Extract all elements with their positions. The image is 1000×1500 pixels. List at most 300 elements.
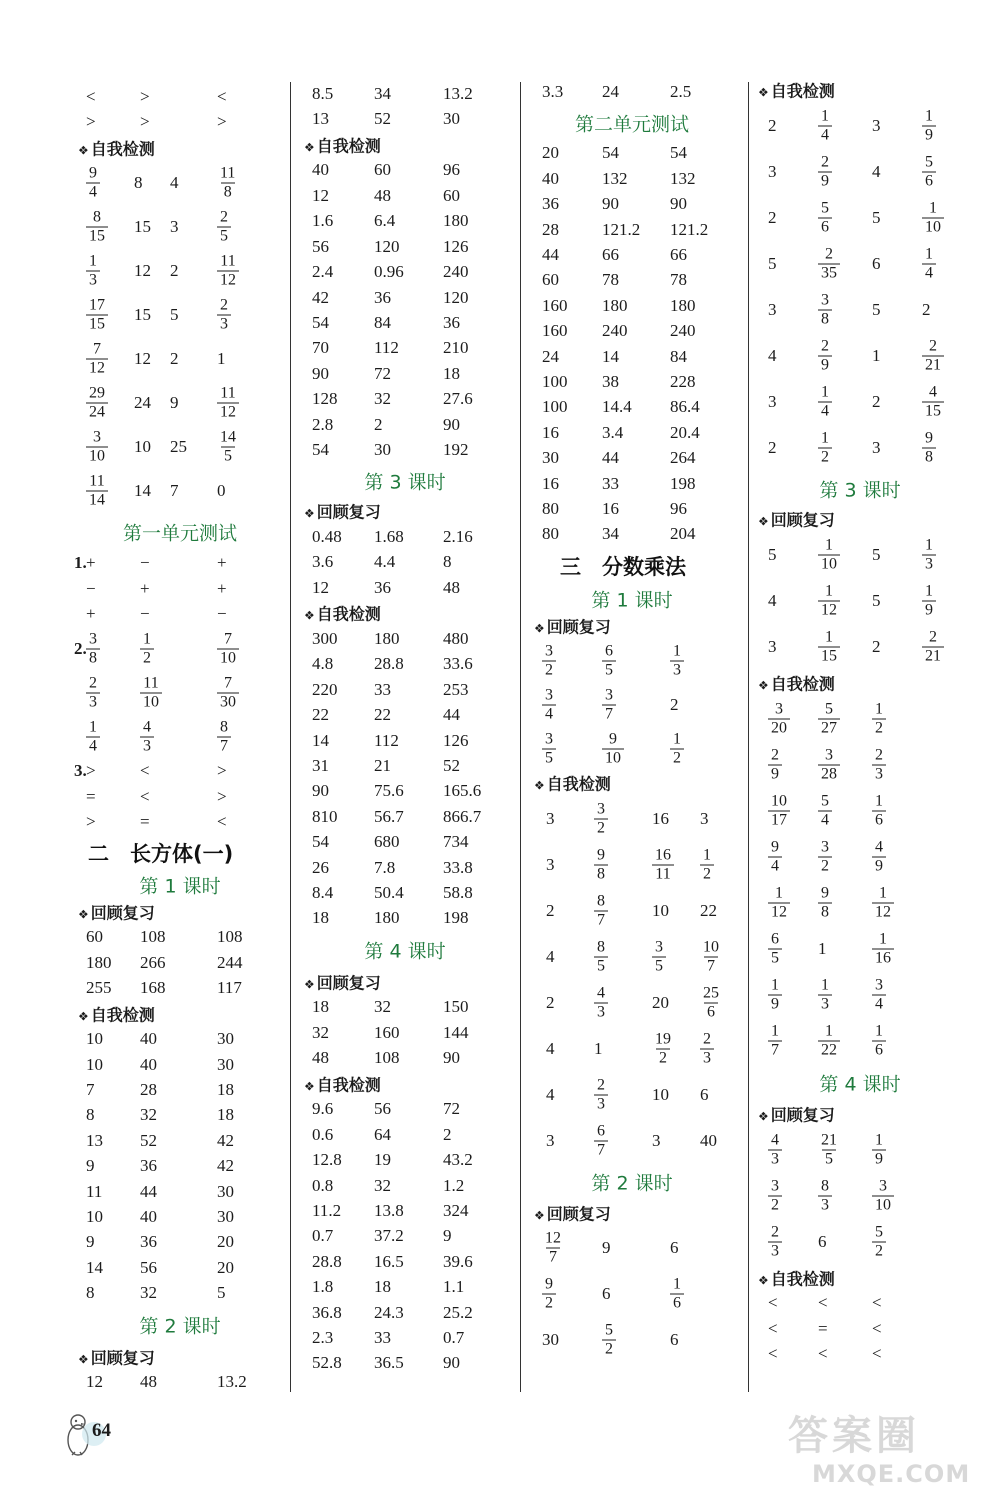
- answer-cell: 324: [443, 1200, 469, 1220]
- lesson-heading: 第 1 课时: [591, 589, 673, 612]
- denominator: 2: [872, 718, 886, 737]
- unit-heading: 二 长方体(一): [88, 841, 234, 866]
- answer-cell: [602, 642, 616, 679]
- answer-cell: 5: [768, 253, 777, 273]
- answer-cell: [217, 296, 231, 333]
- denominator: 9: [818, 355, 832, 374]
- numerator: 19: [655, 1030, 671, 1048]
- section-label: [304, 970, 381, 993]
- answer-cell: 56: [140, 1257, 157, 1277]
- answer-cell: >: [140, 87, 150, 106]
- numerator: 5: [821, 199, 829, 217]
- answer-cell: 2: [768, 115, 777, 135]
- section-label: [534, 614, 611, 637]
- answer-cell: [700, 938, 722, 975]
- fraction: [922, 245, 936, 282]
- answer-cell: 3: [872, 437, 881, 457]
- answer-cell: [872, 1177, 894, 1214]
- denominator: 16: [872, 948, 894, 967]
- denominator: 9: [872, 856, 886, 875]
- watermark-main: 答案圈: [788, 1413, 920, 1459]
- answer-cell: 6.4: [374, 211, 396, 231]
- answer-cell: 12: [312, 185, 329, 205]
- answer-cell: [818, 583, 840, 620]
- answer-cell: [86, 164, 100, 201]
- answer-cell: >: [86, 761, 96, 781]
- section-label-text: 回顾复习: [546, 1204, 611, 1224]
- answer-cell: 1.2: [443, 1175, 465, 1195]
- answer-cell: 480: [443, 628, 469, 648]
- numerator: 2: [220, 208, 228, 225]
- answer-cell: [594, 984, 608, 1021]
- fraction: [768, 884, 790, 921]
- answer-cell: 60: [374, 160, 391, 180]
- fraction: [872, 1131, 886, 1168]
- answer-cell: 680: [374, 832, 400, 852]
- answer-cell: [872, 746, 886, 783]
- answer-cell: 13: [312, 109, 329, 129]
- answer-cell: 240: [670, 321, 696, 341]
- numerator: 1: [925, 107, 933, 125]
- denominator: 4: [818, 125, 832, 144]
- numerator: 10: [771, 792, 787, 809]
- answer-cell: 28: [140, 1080, 157, 1099]
- fraction: [140, 630, 154, 667]
- answer-cell: 48: [374, 185, 391, 205]
- answer-cell: =: [86, 786, 96, 806]
- answer-cell: 3: [768, 299, 777, 319]
- numerator: 21: [821, 1131, 837, 1149]
- numerator: 1: [875, 792, 883, 809]
- answer-cell: 30: [217, 1028, 234, 1048]
- answer-cell: 32: [374, 1175, 391, 1195]
- answer-cell: 2: [546, 900, 555, 920]
- answer-cell: [217, 674, 239, 711]
- fraction: [217, 164, 238, 201]
- answer-cell: 24.3: [374, 1302, 404, 1322]
- denominator: 7: [546, 1248, 560, 1267]
- answer-cell: 6: [602, 1284, 611, 1304]
- denominator: 9: [922, 125, 936, 144]
- fraction: [700, 846, 714, 883]
- answer-cell: 6: [700, 1084, 709, 1104]
- answer-cell: 36: [542, 194, 559, 214]
- answer-cell: 30: [217, 1054, 234, 1074]
- answer-cell: [768, 976, 782, 1013]
- answer-cell: 33: [374, 1327, 391, 1347]
- section-label: [304, 602, 381, 625]
- answer-cell: 75.6: [374, 781, 404, 801]
- answer-cell: 6: [670, 1330, 679, 1350]
- numerator: 3: [875, 976, 883, 993]
- answer-cell: 264: [670, 448, 696, 468]
- fraction: [818, 291, 832, 328]
- denominator: 5: [594, 956, 608, 975]
- numerator: 1: [925, 245, 933, 263]
- answer-cell: 132: [670, 168, 696, 188]
- answer-cell: [86, 208, 108, 245]
- question-number: 1.: [74, 553, 87, 573]
- fraction: [818, 245, 840, 282]
- fraction: [768, 1022, 782, 1059]
- diamond-bullet-icon: ❖: [534, 778, 545, 793]
- denominator: 2: [818, 856, 832, 875]
- fraction: [217, 296, 231, 333]
- numerator: 1: [775, 884, 783, 901]
- fraction: [818, 629, 840, 666]
- denominator: 27: [818, 718, 840, 737]
- answer-cell: 38: [602, 372, 619, 391]
- section-label-text: 自我检测: [770, 674, 835, 694]
- answer-cell: [542, 730, 556, 767]
- numerator: 7: [224, 630, 232, 648]
- answer-cell: 36: [443, 312, 460, 332]
- answer-cell: 24: [602, 82, 619, 101]
- answer-cell: 126: [443, 730, 469, 750]
- numerator: 1: [89, 252, 97, 269]
- answer-cell: 34: [374, 84, 391, 103]
- answer-cell: 60: [542, 270, 559, 290]
- column-divider: [520, 82, 521, 1392]
- section-label: [304, 500, 381, 523]
- answer-cell: [922, 537, 936, 574]
- numerator: 9: [545, 1275, 553, 1293]
- answer-cell: [768, 884, 790, 921]
- denominator: 9: [768, 764, 782, 783]
- numerator: 1: [89, 718, 97, 736]
- numerator: 1: [825, 582, 833, 600]
- denominator: 3: [872, 764, 886, 783]
- diamond-bullet-icon: ❖: [78, 907, 89, 922]
- answer-cell: [86, 296, 108, 333]
- fraction: [594, 984, 608, 1021]
- answer-cell: 5: [872, 207, 881, 227]
- fraction: [768, 1223, 782, 1260]
- answer-cell: 12: [86, 1372, 103, 1391]
- answer-cell: 8: [134, 172, 143, 192]
- answer-cell: 40: [542, 168, 559, 188]
- answer-cell: 32: [312, 1022, 329, 1042]
- answer-cell: [594, 892, 608, 929]
- numerator: 4: [143, 718, 151, 736]
- denominator: 2: [768, 1195, 782, 1214]
- diamond-bullet-icon: ❖: [758, 1273, 769, 1288]
- numerator: 1: [703, 846, 711, 864]
- denominator: 5: [822, 1149, 836, 1168]
- denominator: 3: [86, 692, 100, 711]
- fraction: [700, 984, 722, 1021]
- denominator: 4: [768, 856, 782, 875]
- answer-cell: 34: [602, 524, 619, 544]
- numerator: 2: [821, 153, 829, 171]
- fraction: [922, 383, 944, 420]
- denominator: 24: [86, 402, 108, 421]
- numerator: 1: [879, 884, 887, 901]
- numerator: 9: [89, 164, 97, 181]
- lesson-heading: 第二单元测试: [574, 113, 690, 136]
- section-label: [304, 1072, 381, 1095]
- denominator: 2: [700, 864, 714, 883]
- fraction: [594, 1122, 608, 1159]
- answer-cell: 198: [443, 908, 469, 928]
- answer-cell: 6: [670, 1238, 679, 1258]
- numerator: 8: [93, 208, 101, 225]
- lesson-heading: 第 2 课时: [591, 1172, 673, 1195]
- fraction: [818, 153, 832, 190]
- answer-cell: 2.8: [312, 414, 334, 434]
- answer-cell: 0: [217, 480, 226, 500]
- numerator: 3: [545, 730, 553, 747]
- answer-cell: [700, 846, 714, 883]
- section-label-text: 自我检测: [316, 1075, 381, 1095]
- fraction: [652, 1030, 674, 1067]
- answer-cell: >: [217, 786, 227, 806]
- numerator: 6: [597, 1122, 605, 1140]
- answer-cell: 255: [86, 978, 112, 998]
- answer-cell: 4: [546, 946, 555, 966]
- section-label: [304, 133, 381, 156]
- answer-cell: 90: [670, 194, 687, 214]
- answer-cell: 32: [140, 1283, 157, 1303]
- numerator: 2: [771, 1223, 779, 1241]
- fraction: [86, 718, 100, 755]
- answer-cell: [594, 938, 608, 975]
- answer-cell: 90: [443, 414, 460, 434]
- answer-cell: [818, 1177, 832, 1214]
- answer-cell: [140, 718, 154, 755]
- section-label-text: 自我检测: [90, 1005, 155, 1024]
- answer-cell: 4: [546, 1038, 555, 1058]
- diamond-bullet-icon: ❖: [304, 608, 315, 623]
- answer-cell: 3: [170, 216, 179, 236]
- answer-cell: 1: [872, 345, 881, 365]
- answer-cell: 112: [374, 730, 399, 750]
- answer-cell: 4.4: [374, 552, 396, 572]
- answer-cell: 16: [602, 499, 619, 518]
- answer-cell: [768, 746, 782, 783]
- answer-cell: 43.2: [443, 1150, 473, 1170]
- answer-cell: 7: [170, 480, 179, 500]
- denominator: 4: [86, 182, 100, 201]
- fraction: [818, 199, 832, 236]
- numerator: 1: [821, 429, 829, 447]
- fraction: [594, 846, 608, 883]
- numerator: 1: [825, 628, 833, 646]
- fraction: [140, 718, 154, 755]
- answer-cell: 300: [312, 628, 338, 648]
- numerator: 1: [821, 976, 829, 993]
- answer-cell: 2: [170, 260, 179, 280]
- answer-cell: [217, 252, 239, 289]
- unit-heading: 三 分数乘法: [560, 555, 686, 580]
- answer-cell: [872, 1131, 886, 1168]
- answer-cell: 8: [86, 1283, 95, 1303]
- answer-cell: 22: [700, 900, 717, 920]
- answer-cell: [86, 340, 108, 377]
- answer-cell: +: [217, 553, 227, 573]
- answer-cell: −: [217, 604, 227, 623]
- answer-cell: 8: [86, 1105, 95, 1125]
- answer-cell: 42: [217, 1130, 234, 1150]
- answer-cell: 2: [443, 1124, 452, 1144]
- answer-cell: [670, 642, 684, 679]
- section-label-text: 回顾复习: [90, 1348, 155, 1368]
- answer-cell: 54: [312, 832, 329, 852]
- answer-cell: [818, 976, 832, 1013]
- denominator: 4: [872, 994, 886, 1013]
- answer-cell: 60: [443, 185, 460, 205]
- answer-cell: 1: [594, 1038, 603, 1058]
- denominator: 2: [602, 1340, 616, 1359]
- denominator: 4: [818, 810, 832, 829]
- fraction: [818, 838, 832, 875]
- answer-cell: 180: [670, 295, 696, 315]
- denominator: 8: [86, 648, 100, 667]
- numerator: 2: [771, 746, 779, 763]
- answer-cell: 0.96: [374, 262, 404, 282]
- answer-cell: 20: [217, 1232, 234, 1252]
- fraction: [217, 718, 231, 755]
- answer-cell: 32: [140, 1105, 157, 1125]
- numerator: 25: [703, 984, 719, 1002]
- section-label-text: 回顾复习: [316, 502, 381, 522]
- answer-cell: [86, 630, 100, 667]
- answer-cell: 7.8: [374, 857, 396, 877]
- answer-cell: 121.2: [602, 219, 641, 239]
- answer-cell: 90: [312, 781, 329, 801]
- fraction: [700, 1030, 714, 1067]
- fraction: [922, 337, 944, 374]
- numerator: 1: [821, 107, 829, 125]
- answer-cell: 9: [443, 1226, 452, 1246]
- fraction: [768, 746, 782, 783]
- answer-cell: 86.4: [670, 397, 700, 417]
- answer-cell: 2: [546, 992, 555, 1012]
- answer-cell: 36: [140, 1156, 157, 1176]
- answer-cell: 117: [217, 978, 242, 998]
- lesson-heading: 第 3 课时: [819, 479, 901, 502]
- fraction: [670, 1276, 684, 1313]
- answer-cell: 160: [542, 295, 568, 315]
- answer-cell: [922, 337, 944, 374]
- answer-cell: 240: [443, 262, 469, 282]
- answer-cell: <: [768, 1293, 778, 1312]
- answer-cell: 3.3: [542, 82, 564, 101]
- numerator: 4: [929, 383, 937, 401]
- answer-cell: 2: [768, 437, 777, 457]
- answer-cell: [594, 1122, 608, 1159]
- numerator: 2: [703, 1030, 711, 1048]
- fraction: [217, 208, 231, 245]
- answer-cell: [594, 846, 608, 883]
- denominator: 30: [217, 692, 239, 711]
- answer-cell: 80: [542, 524, 559, 544]
- diamond-bullet-icon: ❖: [304, 1079, 315, 1094]
- answer-cell: 10: [134, 436, 151, 456]
- answer-cell: 33.6: [443, 654, 473, 674]
- numerator: 3: [89, 630, 97, 648]
- answer-cell: 40: [140, 1207, 157, 1226]
- answer-cell: [217, 384, 239, 421]
- answer-cell: 810: [312, 806, 338, 826]
- answer-cell: 5: [170, 304, 179, 324]
- answer-cell: 48: [140, 1372, 157, 1391]
- numerator: 11: [220, 164, 236, 181]
- denominator: 3: [818, 994, 832, 1013]
- answer-cell: 100: [542, 372, 568, 391]
- watermark: [768, 1402, 988, 1498]
- answer-cell: [818, 1131, 840, 1168]
- answer-cell: 22: [374, 705, 391, 725]
- denominator: 5: [221, 446, 235, 465]
- answer-cell: 33: [602, 473, 619, 493]
- diamond-bullet-icon: ❖: [758, 1109, 769, 1124]
- answer-cell: 112: [374, 338, 399, 358]
- section-label-text: 回顾复习: [770, 510, 835, 530]
- numerator: 2: [875, 746, 883, 763]
- numerator: 3: [879, 1177, 887, 1195]
- fraction: [872, 1177, 894, 1214]
- answer-cell: 40: [312, 160, 329, 180]
- section-label-text: 自我检测: [546, 774, 611, 794]
- answer-cell: 48: [443, 577, 460, 597]
- fraction: [872, 700, 886, 737]
- answer-cell: [818, 1022, 840, 1059]
- answer-cell: 160: [542, 321, 568, 341]
- answer-cell: 16: [652, 808, 669, 828]
- answer-cell: 66: [602, 245, 619, 264]
- numerator: 29: [89, 384, 105, 401]
- answer-cell: 180: [86, 952, 112, 972]
- answer-cell: 26: [312, 857, 329, 877]
- answer-cell: 36: [140, 1232, 157, 1252]
- answer-cell: 3: [872, 115, 881, 135]
- answer-cell: [217, 718, 231, 755]
- answer-cell: 40: [140, 1054, 157, 1074]
- numerator: 4: [875, 838, 883, 855]
- answer-cell: [542, 1276, 556, 1313]
- answer-cell: 30: [542, 448, 559, 468]
- answer-cell: 10: [86, 1054, 103, 1074]
- numerator: 1: [673, 642, 681, 659]
- answer-cell: [922, 153, 936, 190]
- answer-cell: <: [217, 87, 227, 106]
- answer-cell: 3: [768, 391, 777, 411]
- answer-cell: 44: [443, 705, 460, 725]
- numerator: 1: [929, 199, 937, 217]
- section-label: [758, 508, 835, 531]
- answer-cell: 54: [670, 143, 687, 163]
- answer-cell: <: [872, 1344, 882, 1364]
- denominator: 8: [818, 309, 832, 328]
- answer-cell: 72: [374, 363, 391, 383]
- numerator: 1: [825, 536, 833, 554]
- answer-cell: [217, 208, 231, 245]
- answer-cell: 9: [86, 1232, 95, 1252]
- denominator: 10: [86, 446, 108, 465]
- answer-cell: 168: [140, 978, 166, 998]
- answer-cell: =: [818, 1318, 828, 1338]
- numerator: 1: [771, 1022, 779, 1039]
- fraction: [922, 107, 936, 144]
- fraction: [86, 384, 108, 421]
- numerator: 1: [771, 976, 779, 993]
- answer-cell: >: [217, 112, 227, 132]
- answer-cell: [86, 252, 100, 289]
- answer-cell: [818, 291, 832, 328]
- fraction: [872, 930, 894, 967]
- answer-cell: 12: [134, 260, 151, 280]
